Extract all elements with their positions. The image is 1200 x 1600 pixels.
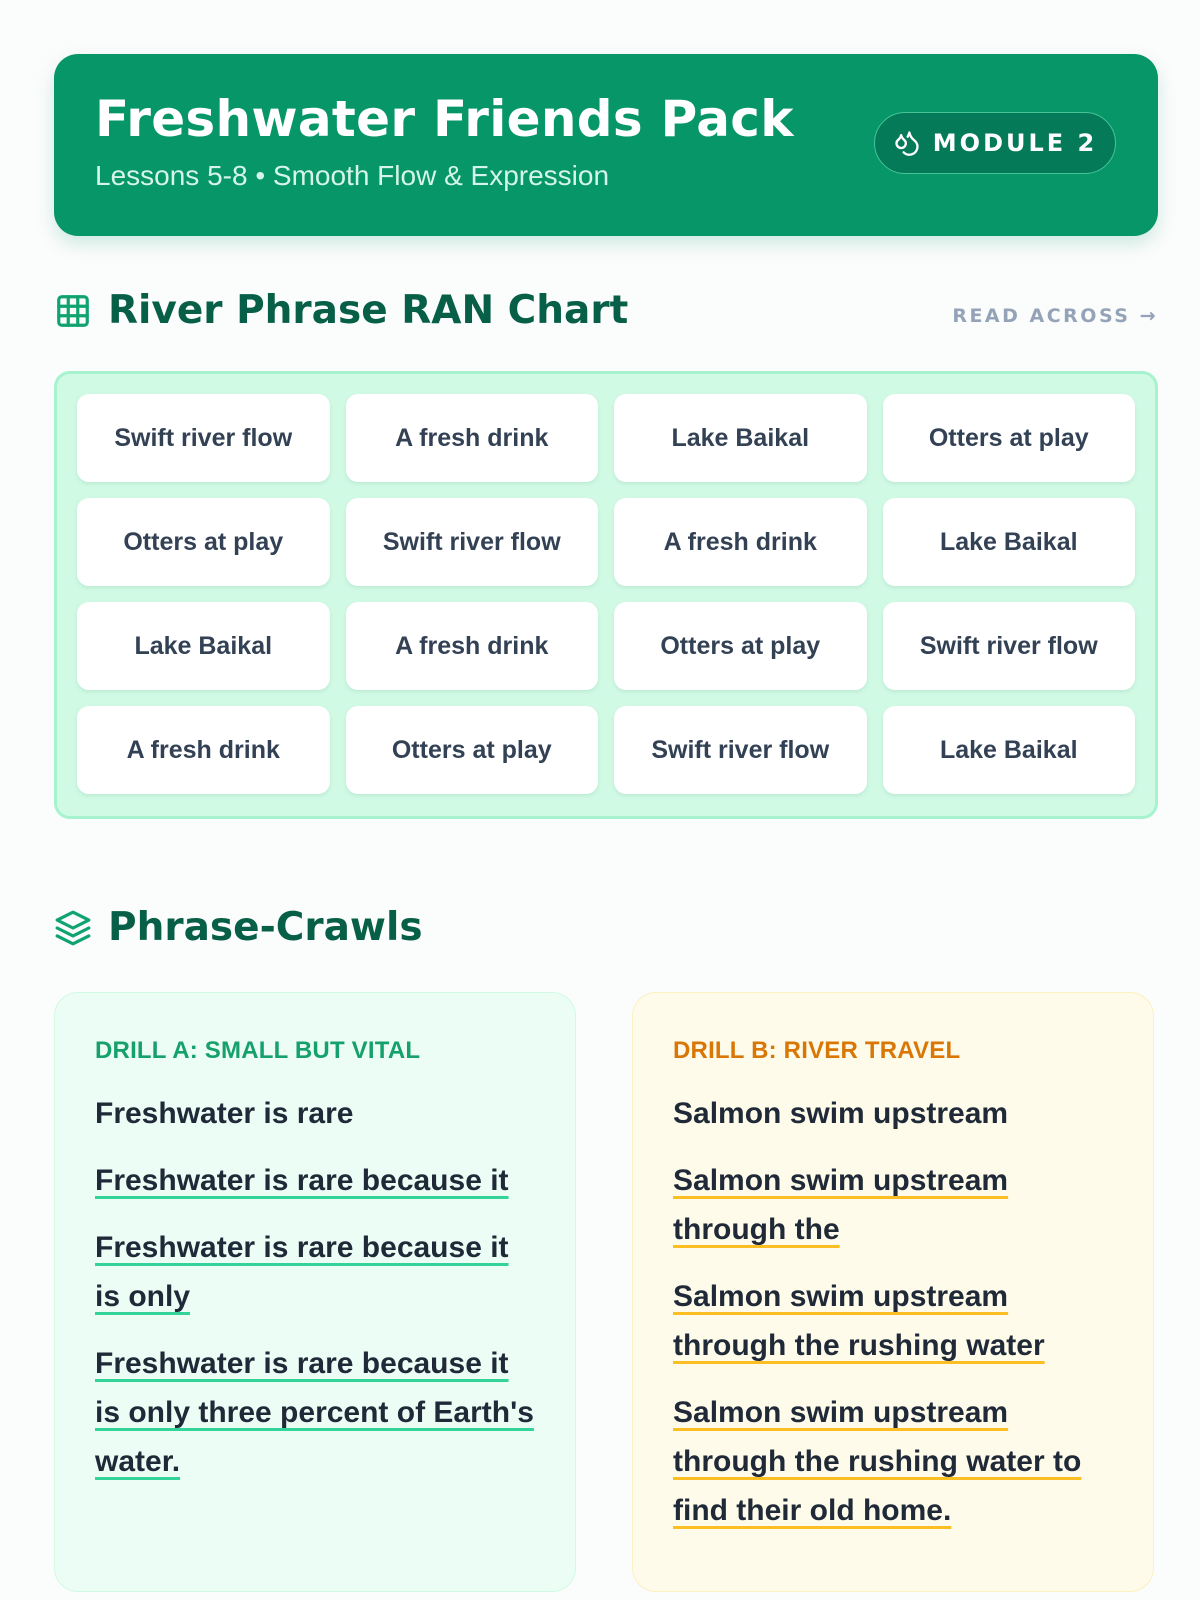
drill-a-phrase: Freshwater is rare because it is only three percent of Earth's water. xyxy=(95,1347,534,1478)
drill-b-phrase: Salmon swim upstream through the rushing water xyxy=(673,1280,1045,1362)
ran-cell: Lake Baikal xyxy=(883,706,1136,794)
crawl-section-title: Phrase-Crawls xyxy=(108,905,423,950)
ran-cell: Swift river flow xyxy=(346,498,599,586)
ran-cell: Swift river flow xyxy=(883,602,1136,690)
ran-chart-grid xyxy=(54,371,1158,819)
ran-cell: Swift river flow xyxy=(614,706,867,794)
header-banner xyxy=(54,54,1158,236)
page-title: Freshwater Friends Pack xyxy=(95,90,794,148)
droplets-icon xyxy=(893,129,921,157)
drill-b-phrase: Salmon swim upstream through the rushing water to find their old home. xyxy=(673,1396,1082,1527)
layers-icon xyxy=(54,909,92,947)
drill-a-label: DRILL A: SMALL BUT VITAL xyxy=(95,1037,421,1064)
ran-cell: Otters at play xyxy=(346,706,599,794)
page-subtitle: Lessons 5-8 • Smooth Flow & Expression xyxy=(95,160,610,191)
ran-cell: Lake Baikal xyxy=(77,602,330,690)
drill-a-phrase: Freshwater is rare xyxy=(95,1097,354,1130)
drill-a-phrase: Freshwater is rare because it is only xyxy=(95,1231,509,1313)
ran-cell: A fresh drink xyxy=(346,394,599,482)
ran-cell: A fresh drink xyxy=(346,602,599,690)
drill-b-card xyxy=(632,992,1154,1592)
ran-cell: Lake Baikal xyxy=(614,394,867,482)
ran-cell: Otters at play xyxy=(614,602,867,690)
drill-b-phrase: Salmon swim upstream xyxy=(673,1097,1009,1130)
ran-cell: Otters at play xyxy=(883,394,1136,482)
drill-b-label: DRILL B: RIVER TRAVEL xyxy=(673,1037,961,1064)
module-badge-label: MODULE 2 xyxy=(932,129,1098,157)
ran-section-header xyxy=(54,288,628,333)
drill-a-card xyxy=(54,992,576,1592)
ran-cell: Swift river flow xyxy=(77,394,330,482)
ran-cell: Otters at play xyxy=(77,498,330,586)
crawl-section-header xyxy=(54,905,423,950)
module-badge xyxy=(874,112,1116,174)
ran-cell: A fresh drink xyxy=(614,498,867,586)
ran-cell: Lake Baikal xyxy=(883,498,1136,586)
read-across-hint: READ ACROSS → xyxy=(952,305,1158,327)
ran-section-title: River Phrase RAN Chart xyxy=(108,288,629,333)
drill-a-phrase: Freshwater is rare because it xyxy=(95,1164,509,1197)
drill-b-phrase: Salmon swim upstream through the xyxy=(673,1164,1009,1246)
ran-cell: A fresh drink xyxy=(77,706,330,794)
grid-icon xyxy=(54,292,92,330)
